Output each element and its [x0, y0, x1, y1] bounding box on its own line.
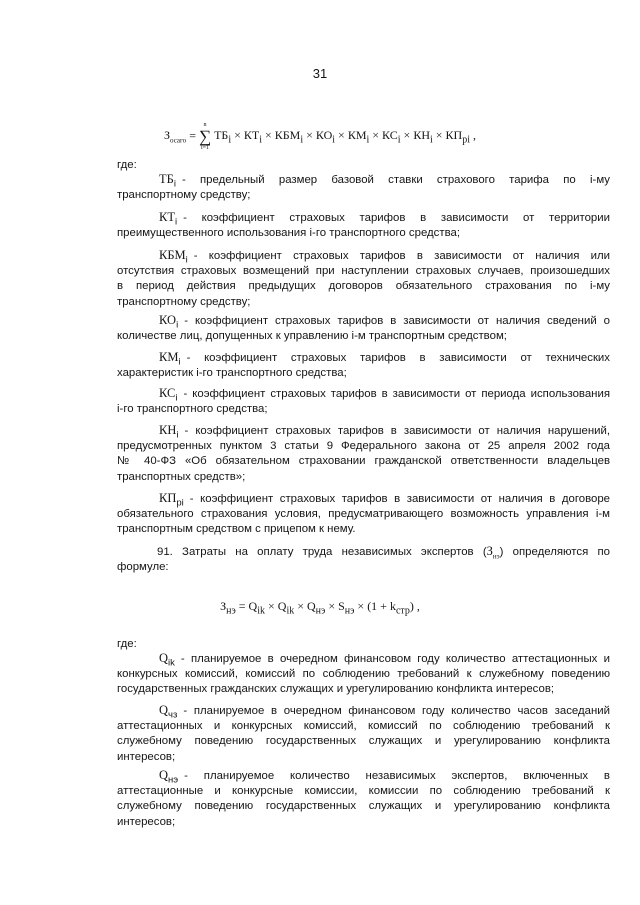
definition-text: количестве лиц, допущенных к управлению i-м транспортным средством;: [117, 329, 507, 342]
definition-symbol-index: i: [185, 254, 188, 266]
paragraph-91-line-1: 91. Затраты на оплату труда независимых экспертов $(З_{нэ})$ определяются по: [157, 544, 610, 561]
definition-term: [159, 491, 184, 509]
definition-text: характеристик i-го транспортного средства;: [117, 366, 347, 379]
definition-text: i-го транспортного средства;: [117, 402, 268, 415]
definition-line: [117, 750, 610, 764]
definition-symbol-index: i: [176, 429, 179, 441]
definition-text: обязательного страхования условия, предусматривающего возможность управления i-м: [117, 507, 610, 520]
definition-term: [159, 703, 178, 721]
definition-text: - планируемое в очередном финансовом году количество аттестационных и: [180, 653, 610, 665]
definition-line: [117, 799, 610, 813]
definition-line: [117, 522, 610, 536]
definition-text: отсутствия страховых возмещений при наступлении страховых случаев, произошедших: [117, 264, 610, 277]
definition-symbol-index: чз: [168, 709, 178, 721]
definition-text: транспортных средств»;: [117, 470, 246, 483]
definition-symbol: КС: [159, 386, 176, 400]
definition-text: - коэффициент страховых тарифов в зависимости от периода использования: [183, 388, 610, 400]
definition-term: [159, 172, 176, 190]
definition-symbol: Q: [159, 651, 169, 665]
definition-line: [117, 329, 610, 343]
definition-line: [117, 226, 610, 240]
definition-symbol-index: i: [176, 319, 179, 331]
definition-symbol-index: i: [175, 392, 178, 404]
osago-formula: [0, 121, 640, 152]
formula-rhs: $ТБ_i \times КТ_i \times КБМ_i \times КО_i \times КМ_i \times КС_i \times КН_i \times КП_{рi}$ ,: [214, 128, 476, 146]
sum-operator: n ∑ i=1: [198, 122, 212, 151]
definition-text: - коэффициент страховых тарифов в зависимости от территории: [183, 212, 610, 224]
definition-symbol-index: i: [178, 356, 181, 368]
definition-term: [159, 651, 175, 669]
definition-line: [117, 402, 610, 416]
definition-text: в период действия предыдущих договоров обязательного страхования по i-му: [117, 280, 610, 292]
definition-text: интересов;: [117, 815, 176, 828]
definition-text: - коэффициент страховых тарифов в зависимости от наличия сведений о: [184, 315, 610, 327]
definition-text: транспортному средству;: [117, 188, 251, 201]
definition-symbol-index: i: [174, 216, 178, 228]
definition-text: - предельный размер базовой ставки страхового тарифа по i-му: [181, 174, 610, 186]
where-label-1: где:: [117, 159, 137, 171]
definition-term: [159, 210, 178, 228]
definition-text: - планируемое количество независимых экспертов, включенных в: [184, 770, 610, 782]
definition-line: [117, 264, 610, 278]
definition-text: аттестационных и конкурсных комиссий, комиссий по соблюдению требований к: [117, 719, 610, 732]
definition-symbol: КО: [159, 313, 177, 327]
definition-text: государственных гражданских служащих и урегулированию конфликта интересов;: [117, 683, 555, 695]
definition-text: преимущественного использования i-го транспортного средства;: [117, 226, 461, 239]
paragraph-91-line-2: формуле:: [117, 561, 169, 573]
definition-text: конкурсных комиссий, комиссий по соблюдению требований к служебному поведению: [117, 667, 610, 680]
definition-line: [117, 439, 610, 453]
definition-line: [117, 815, 610, 829]
definition-line: [117, 366, 610, 380]
expert-formula: $З_{нэ} = Q_{ik} \times Q_{ik} \times Q_{нэ} \times S_{нэ} \times (1 + k_{стр})$ ,: [220, 599, 420, 617]
definition-text: - коэффициент страховых тарифов в зависимости от наличия или: [193, 250, 610, 262]
definition-symbol-index: рi: [176, 497, 184, 509]
definition-symbol: КМ: [159, 350, 179, 364]
definition-symbol: КН: [159, 423, 177, 437]
formula-lhs: $З_{осаго}$: [164, 128, 187, 145]
definition-symbol: КП: [159, 491, 177, 505]
definition-line: [117, 734, 610, 748]
definition-term: [159, 423, 179, 441]
definition-symbol: КТ: [159, 210, 175, 224]
formula-eq: =: [189, 128, 196, 143]
definition-text: - коэффициент страховых тарифов в зависимости от наличия в договоре: [189, 493, 610, 505]
definition-line: [117, 470, 610, 484]
definition-symbol: ТБ: [159, 172, 174, 186]
definition-line: [117, 784, 610, 798]
definition-line: [117, 188, 610, 202]
definition-term: [159, 350, 181, 368]
definition-term: [159, 313, 179, 331]
definition-term: [159, 768, 179, 786]
definition-line: [117, 719, 610, 733]
definition-line: [117, 454, 610, 468]
definition-text: служебному поведению государственных служащих и урегулированию конфликта: [117, 800, 610, 812]
definition-line: [117, 507, 610, 521]
definition-symbol-index: i: [173, 178, 176, 190]
definition-text: служебному поведению государственных служащих и урегулированию конфликта: [117, 735, 610, 747]
definition-text: - коэффициент страховых тарифов в зависимости от наличия нарушений,: [184, 425, 610, 437]
definition-text: аттестационные и конкурсные комиссии, комиссии по соблюдению требований к: [117, 784, 610, 797]
definition-line: [117, 682, 610, 696]
definition-text: интересов;: [117, 750, 176, 763]
definition-text: транспортному средству;: [117, 295, 251, 308]
definition-line: [117, 279, 610, 293]
definition-line: [117, 295, 610, 309]
definition-term: [159, 248, 188, 266]
definition-text: № 40-ФЗ «Об обязательном страховании гражданской ответственности владельцев: [117, 455, 610, 467]
where-label-2: где:: [117, 638, 137, 650]
definition-text: - коэффициент страховых тарифов в зависимости от технических: [186, 352, 610, 364]
definition-text: транспортным средством с прицепом к нему.: [117, 523, 356, 535]
page-number: 31: [312, 66, 328, 81]
definition-line: [117, 667, 610, 681]
definition-symbol-index: нэ: [168, 774, 179, 786]
definition-symbol-index: ik: [168, 657, 175, 669]
definition-text: предусмотренных пунктом 3 статьи 9 Федерального закона от 25 апреля 2002 года: [117, 439, 610, 452]
definition-symbol: Q: [159, 768, 169, 782]
definition-text: - планируемое в очередном финансовом году количество часов заседаний: [183, 705, 610, 717]
definition-symbol: Q: [159, 703, 169, 717]
definition-term: [159, 386, 178, 404]
definition-symbol: КБМ: [159, 248, 186, 262]
